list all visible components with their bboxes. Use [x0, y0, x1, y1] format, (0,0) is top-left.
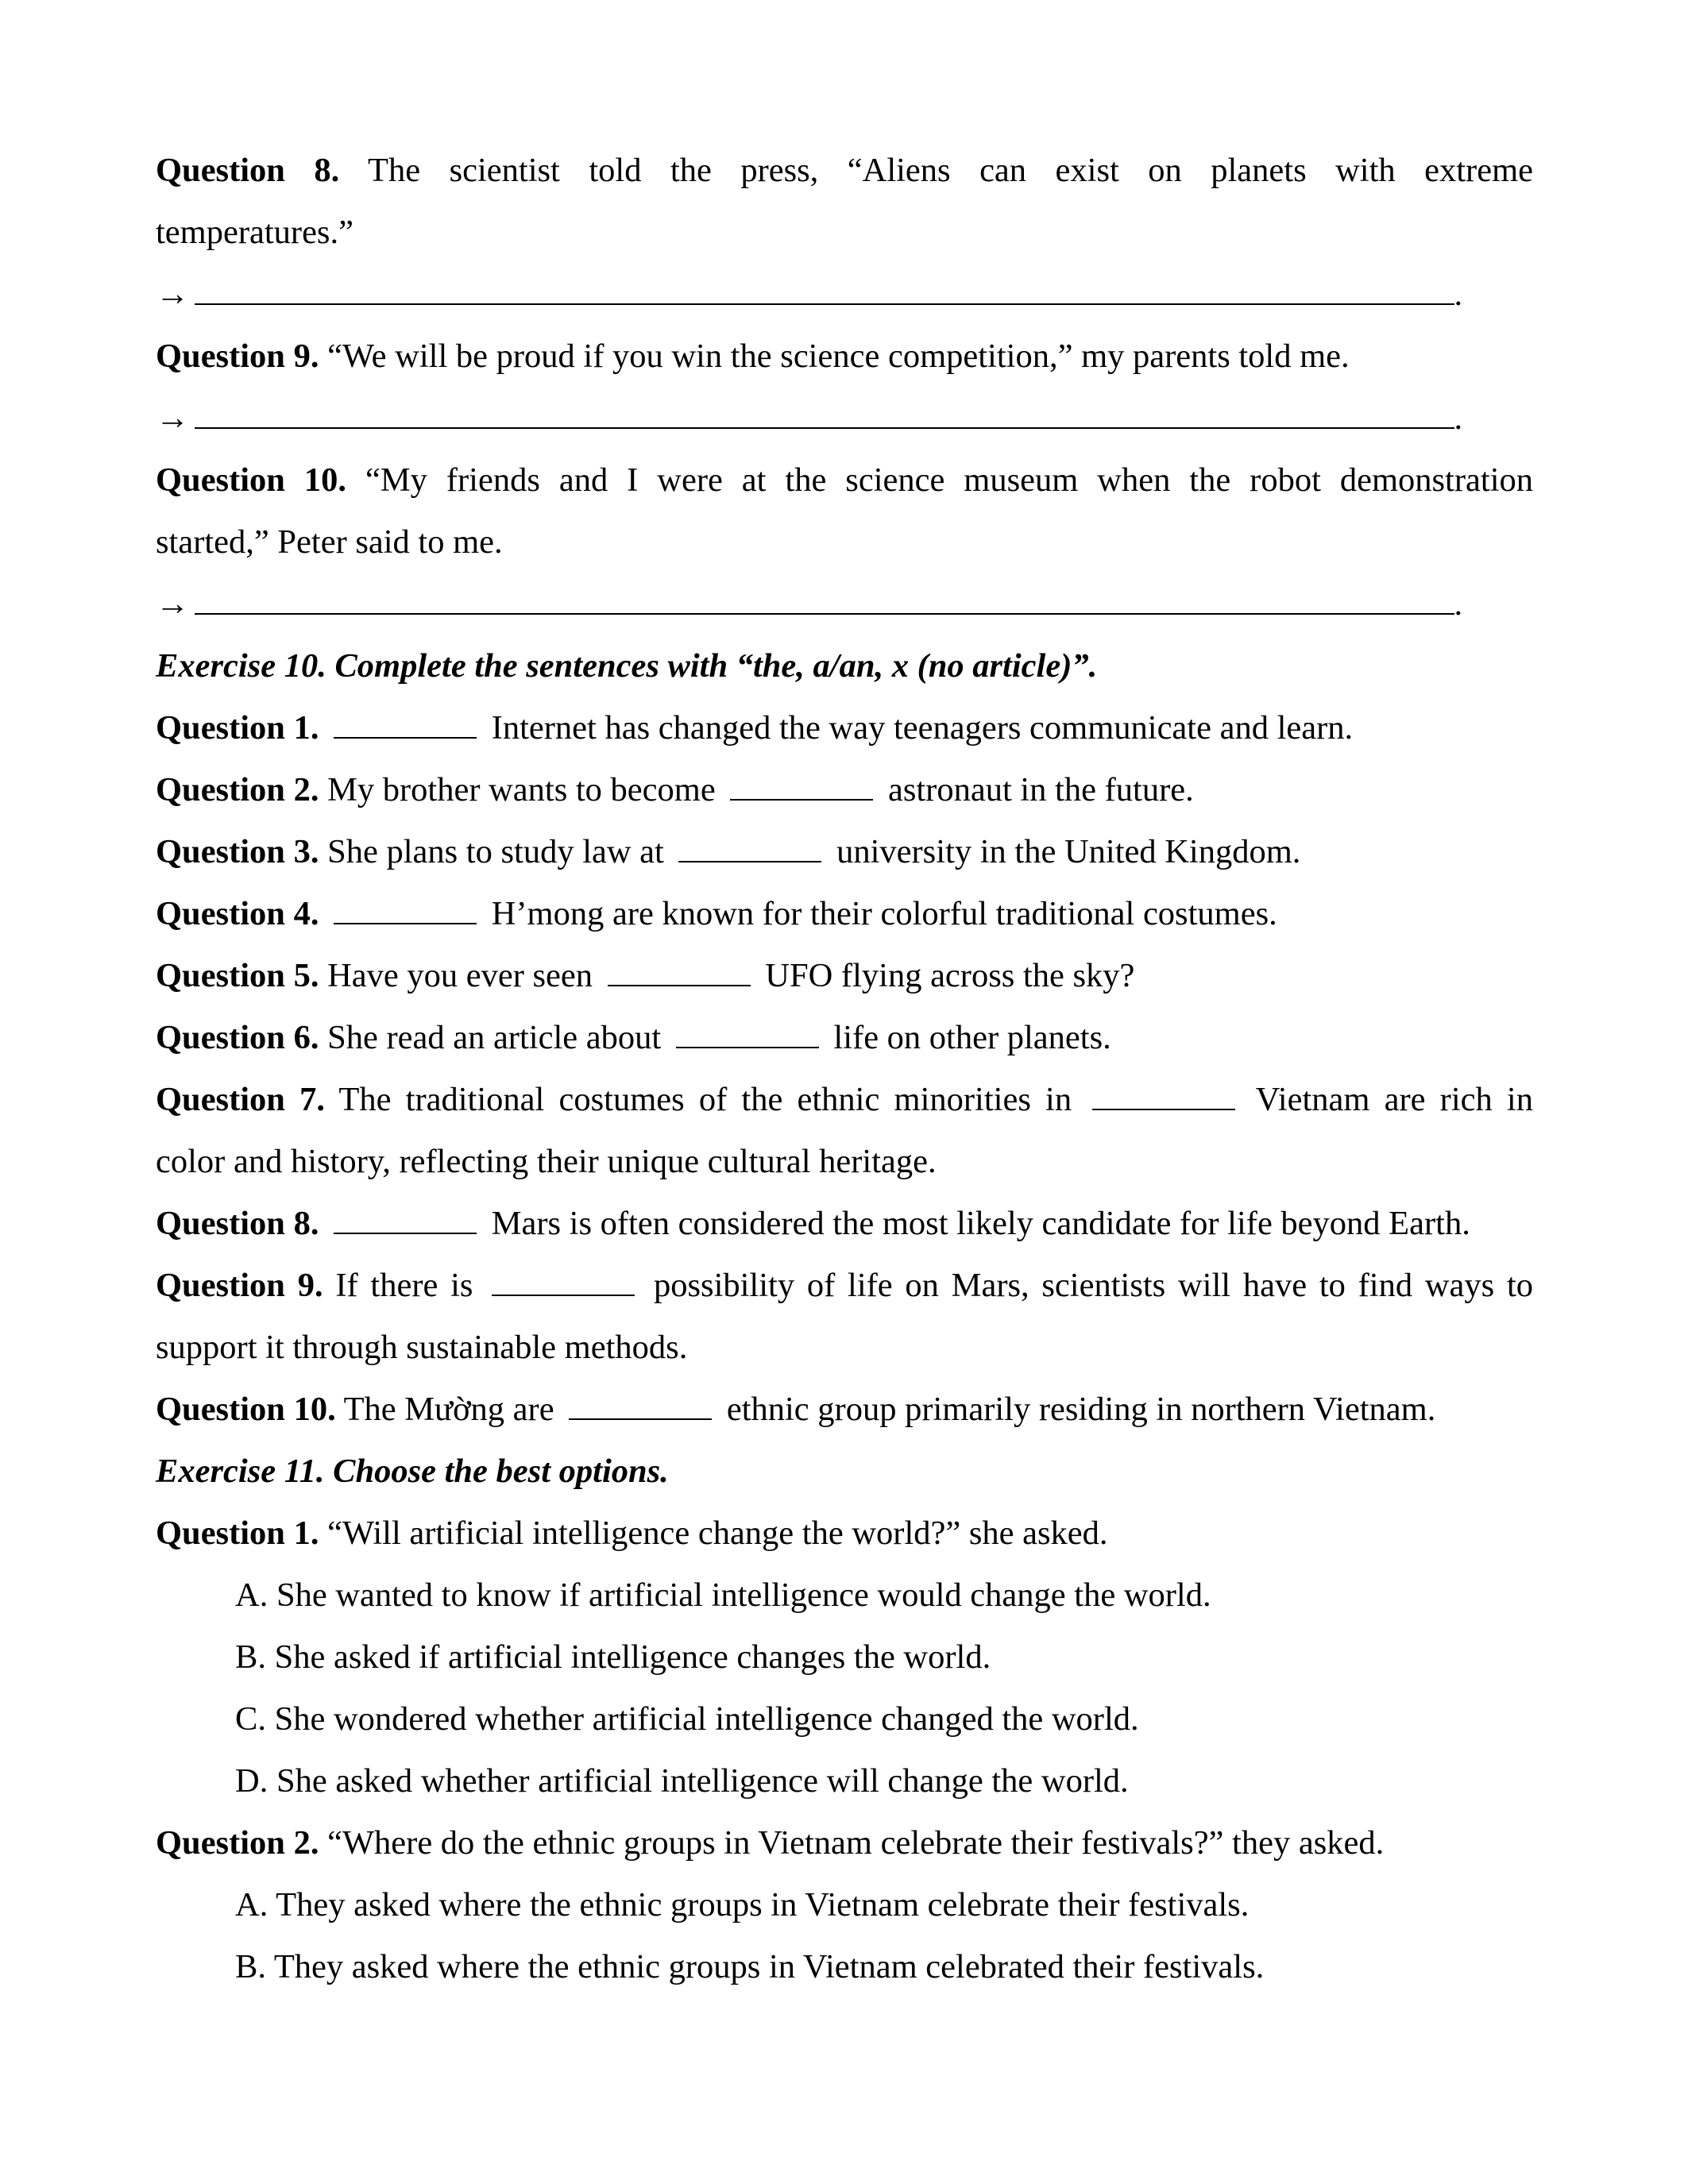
question-text: “Where do the ethnic groups in Vietnam celebrate their festivals?” they asked. — [327, 1824, 1385, 1862]
ex9-question-8-cont — [156, 202, 1533, 264]
option-b[interactable]: B. She asked if artificial intelligence changes the world. — [235, 1638, 991, 1676]
ex11-question-1 — [156, 1503, 1533, 1565]
question-text-cont: temperatures.” — [156, 214, 353, 251]
ex9-question-10-cont — [156, 511, 1533, 573]
ex10-question-6 — [156, 1007, 1533, 1069]
answer-blank[interactable] — [195, 427, 1454, 429]
ex11-question-2 — [156, 1812, 1533, 1874]
option-a[interactable]: A. They asked where the ethnic groups in Vietnam celebrate their festivals. — [235, 1886, 1250, 1924]
answer-blank[interactable] — [676, 1047, 819, 1048]
answer-blank[interactable] — [334, 737, 477, 739]
exercise-10-title: Exercise 10. Complete the sentences with “the, a/an, x (no article)”. — [156, 647, 1098, 685]
question-text-after: Vietnam are rich in — [1255, 1081, 1533, 1118]
question-text: The scientist told the press, “Aliens can exist on planets with extreme — [368, 152, 1533, 189]
question-text: “Will artificial intelligence change the world?” she asked. — [327, 1515, 1108, 1552]
exercise-11-title: Exercise 11. Choose the best options. — [156, 1453, 669, 1490]
answer-line-9[interactable] — [156, 388, 1533, 450]
ex10-question-9-cont — [156, 1317, 1533, 1379]
question-text-after: Mars is often considered the most likely candidate for life beyond Earth. — [491, 1205, 1470, 1242]
question-text-before: The traditional costumes of the ethnic minorities in — [338, 1081, 1072, 1118]
ex10-question-7 — [156, 1069, 1533, 1131]
question-text: “My friends and I were at the science museum when the robot demonstration — [365, 461, 1533, 499]
ex10-question-10 — [156, 1379, 1533, 1441]
ex10-question-9 — [156, 1255, 1533, 1317]
period: . — [1454, 399, 1463, 437]
question-text: “We will be proud if you win the science competition,” my parents told me. — [327, 338, 1350, 375]
ex9-question-8 — [156, 140, 1533, 202]
question-label: Question 1. — [156, 709, 319, 747]
worksheet-page — [156, 140, 1533, 1998]
option-c[interactable]: C. She wondered whether artificial intelligence changed the world. — [235, 1700, 1139, 1738]
question-text-after: life on other planets. — [833, 1019, 1111, 1056]
question-text-cont: color and history, reflecting their unique cultural heritage. — [156, 1143, 937, 1180]
option-a[interactable]: A. She wanted to know if artificial intelligence would change the world. — [235, 1576, 1211, 1614]
answer-blank[interactable] — [195, 303, 1454, 305]
question-label: Question 10. — [156, 461, 347, 499]
ex9-question-9 — [156, 326, 1533, 388]
question-text-after: H’mong are known for their colorful traditional costumes. — [491, 895, 1277, 932]
answer-line-8[interactable] — [156, 264, 1533, 326]
period: . — [1454, 276, 1463, 313]
question-label: Question 10. — [156, 1391, 336, 1428]
question-label: Question 1. — [156, 1515, 319, 1552]
question-text-before: She read an article about — [327, 1019, 662, 1056]
arrow-icon: → — [156, 276, 190, 313]
answer-blank[interactable] — [1092, 1109, 1235, 1110]
answer-line-10[interactable] — [156, 573, 1533, 635]
question-text-before: If there is — [335, 1267, 473, 1304]
question-text-after: ethnic group primarily residing in northern Vietnam. — [726, 1391, 1436, 1428]
question-label: Question 6. — [156, 1019, 319, 1056]
question-text-before: She plans to study law at — [327, 833, 664, 870]
answer-blank[interactable] — [334, 923, 477, 924]
question-label: Question 9. — [156, 1267, 323, 1304]
ex10-question-1 — [156, 697, 1533, 759]
ex9-question-10 — [156, 450, 1533, 511]
answer-blank[interactable] — [608, 985, 751, 986]
ex10-question-2 — [156, 759, 1533, 821]
question-label: Question 4. — [156, 895, 319, 932]
question-label: Question 8. — [156, 152, 340, 189]
question-text-cont: support it through sustainable methods. — [156, 1329, 688, 1366]
question-label: Question 9. — [156, 338, 319, 375]
answer-blank[interactable] — [730, 799, 873, 801]
ex10-question-7-cont — [156, 1131, 1533, 1193]
question-text-after: university in the United Kingdom. — [836, 833, 1301, 870]
answer-blank[interactable] — [492, 1295, 635, 1296]
answer-blank[interactable] — [195, 613, 1454, 615]
option-d[interactable]: D. She asked whether artificial intelligence will change the world. — [235, 1762, 1129, 1800]
question-text-after: possibility of life on Mars, scientists will have to find ways to — [653, 1267, 1534, 1304]
question-text-cont: started,” Peter said to me. — [156, 523, 503, 561]
question-text-before: My brother wants to become — [327, 771, 716, 808]
arrow-icon: → — [156, 585, 190, 623]
question-label: Question 7. — [156, 1081, 325, 1118]
period: . — [1454, 585, 1463, 623]
answer-blank[interactable] — [678, 861, 821, 862]
question-label: Question 2. — [156, 1824, 319, 1862]
option-b[interactable]: B. They asked where the ethnic groups in Vietnam celebrated their festivals. — [235, 1948, 1265, 1985]
answer-blank[interactable] — [334, 1233, 477, 1234]
question-label: Question 3. — [156, 833, 319, 870]
question-text-after: Internet has changed the way teenagers communicate and learn. — [491, 709, 1354, 747]
question-label: Question 8. — [156, 1205, 319, 1242]
question-text-after: UFO flying across the sky? — [765, 957, 1135, 994]
question-label: Question 2. — [156, 771, 319, 808]
ex10-question-3 — [156, 821, 1533, 883]
ex10-question-4 — [156, 883, 1533, 945]
arrow-icon: → — [156, 399, 190, 437]
ex10-question-5 — [156, 945, 1533, 1007]
answer-blank[interactable] — [569, 1418, 712, 1420]
question-text-after: astronaut in the future. — [887, 771, 1194, 808]
question-text-before: The Mường are — [343, 1391, 554, 1428]
ex10-question-8 — [156, 1193, 1533, 1255]
question-text-before: Have you ever seen — [327, 957, 593, 994]
question-label: Question 5. — [156, 957, 319, 994]
